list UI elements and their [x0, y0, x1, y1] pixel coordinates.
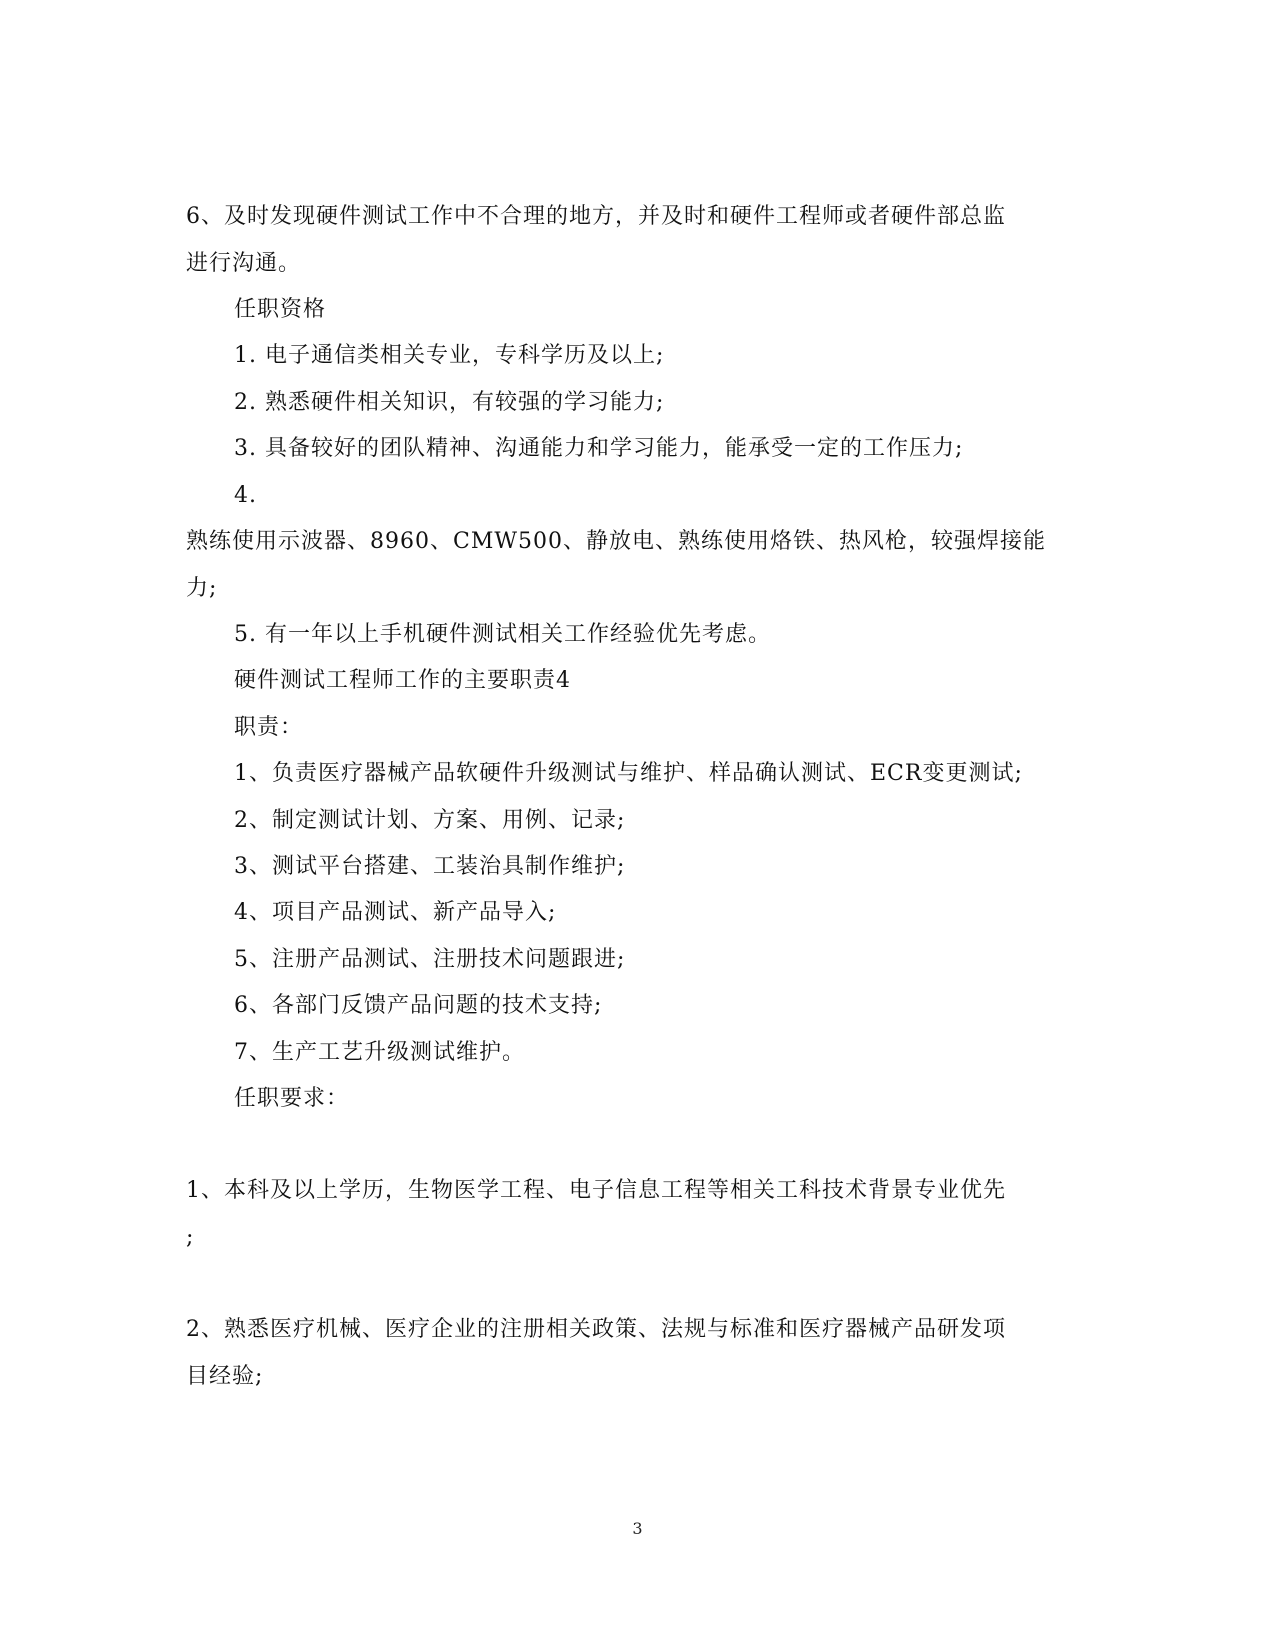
list-item: 5、注册产品测试、注册技术问题跟进;: [234, 947, 626, 972]
list-item: 3. 具备较好的团队精神、沟通能力和学习能力，能承受一定的工作压力;: [234, 436, 964, 461]
page-number: 3: [632, 1519, 643, 1538]
list-item: 5. 有一年以上手机硬件测试相关工作经验优先考虑。: [234, 622, 771, 647]
list-item: 2. 熟悉硬件相关知识，有较强的学习能力;: [234, 390, 665, 415]
section-heading: 任职资格: [234, 297, 327, 322]
section-heading: 任职要求：: [234, 1086, 350, 1111]
list-item: 3、测试平台搭建、工装治具制作维护;: [234, 854, 626, 879]
list-item: 4.: [234, 483, 257, 508]
list-item: 6、各部门反馈产品问题的技术支持;: [234, 993, 603, 1018]
list-item: 1、负责医疗器械产品软硬件升级测试与维护、样品确认测试、ECR变更测试;: [234, 761, 1023, 786]
paragraph-line: 1、本科及以上学历，生物医学工程、电子信息工程等相关工科技术背景专业优先: [186, 1178, 1006, 1203]
paragraph-line: 2、熟悉医疗机械、医疗企业的注册相关政策、法规与标准和医疗器械产品研发项: [186, 1317, 1006, 1342]
paragraph-line: 力;: [186, 576, 218, 601]
paragraph-line: ;: [186, 1225, 195, 1250]
list-item: 1. 电子通信类相关专业，专科学历及以上;: [234, 343, 665, 368]
list-item: 7、生产工艺升级测试维护。: [234, 1040, 525, 1065]
list-item: 4、项目产品测试、新产品导入;: [234, 900, 557, 925]
paragraph-line: 进行沟通。: [186, 251, 302, 276]
paragraph-line: 熟练使用示波器、8960、CMW500、静放电、熟练使用烙铁、热风枪，较强焊接能: [186, 529, 1046, 554]
list-item: 2、制定测试计划、方案、用例、记录;: [234, 808, 626, 833]
paragraph-line: 6、及时发现硬件测试工作中不合理的地方，并及时和硬件工程师或者硬件部总监: [186, 204, 1006, 229]
section-heading: 职责：: [234, 715, 304, 740]
section-heading: 硬件测试工程师工作的主要职责4: [234, 668, 571, 693]
paragraph-line: 目经验;: [186, 1364, 264, 1389]
